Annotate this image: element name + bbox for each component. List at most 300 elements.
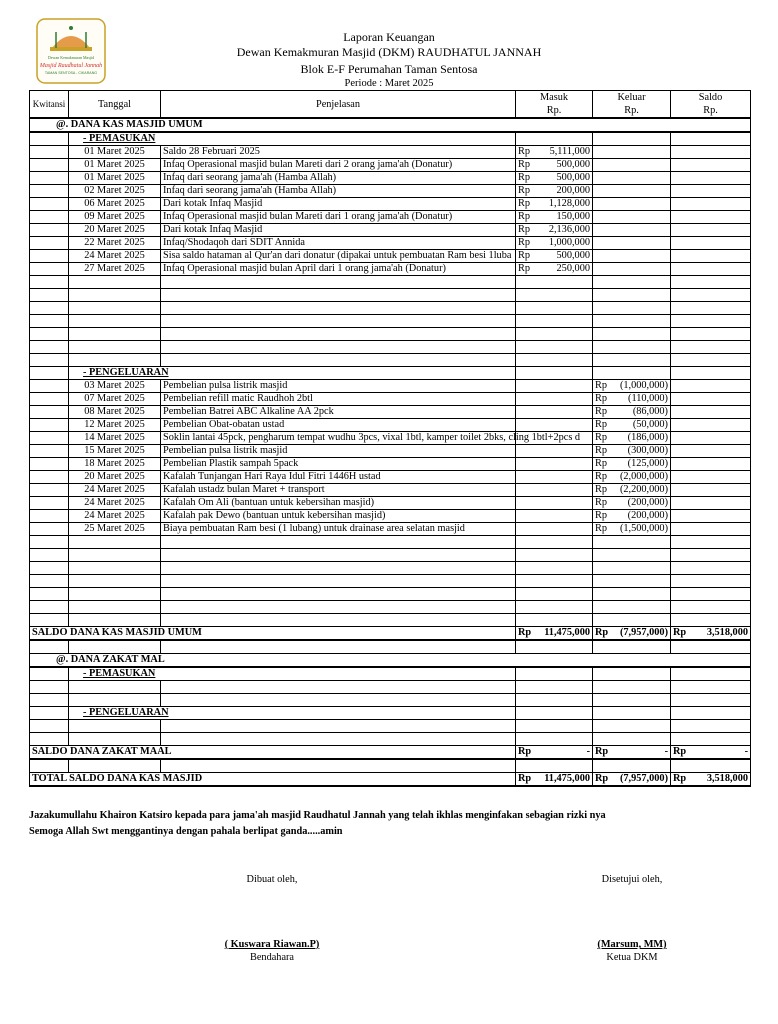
empty-cell xyxy=(69,549,161,562)
empty-cell xyxy=(69,354,161,367)
date-cell: 22 Maret 2025 xyxy=(69,237,161,250)
amount-value: 11,475,000 xyxy=(544,627,590,638)
pengeluaran-header xyxy=(30,367,751,380)
empty-cell xyxy=(161,315,516,328)
currency-label: Rp xyxy=(673,773,687,784)
empty-cell xyxy=(516,302,593,315)
empty-cell xyxy=(69,640,161,654)
report-period: Periode : Maret 2025 xyxy=(344,78,434,89)
signature-right xyxy=(552,873,712,964)
amount-value: 200,000 xyxy=(556,185,590,196)
keluar-cell xyxy=(593,523,671,536)
total-masuk xyxy=(516,746,593,760)
currency-label: Rp xyxy=(595,746,609,757)
empty-cell xyxy=(69,733,161,746)
blank-row xyxy=(30,289,751,302)
empty-cell xyxy=(30,588,69,601)
saldo-cell xyxy=(671,523,751,536)
date-cell: 20 Maret 2025 xyxy=(69,471,161,484)
description-cell: Pembelian pulsa listrik masjid xyxy=(161,380,516,393)
keluar-cell xyxy=(593,263,671,276)
kwitansi-cell xyxy=(30,237,69,250)
empty-cell xyxy=(593,720,671,733)
table-row xyxy=(30,237,751,250)
currency-label: Rp xyxy=(595,406,608,417)
empty-cell xyxy=(30,720,69,733)
keluar-cell xyxy=(593,484,671,497)
empty-cell xyxy=(516,536,593,549)
empty-cell xyxy=(69,601,161,614)
saldo-cell xyxy=(671,406,751,419)
masuk-cell xyxy=(516,406,593,419)
kwitansi-cell xyxy=(30,250,69,263)
keluar-cell xyxy=(593,380,671,393)
date-cell: 07 Maret 2025 xyxy=(69,393,161,406)
empty-cell xyxy=(161,549,516,562)
description-cell: Soklin lantai 45pck, pengharum tempat wudhu 3pcs, vixal 1btl, kamper toilet 2bks, cling 1btl+2pcs d xyxy=(161,432,516,445)
table-row xyxy=(30,263,751,276)
empty-cell xyxy=(69,614,161,627)
empty-cell xyxy=(30,315,69,328)
blank-row xyxy=(30,328,751,341)
section-dana-kas-umum xyxy=(30,118,751,132)
amount-value: (2,000,000) xyxy=(619,471,668,482)
keluar-cell xyxy=(593,458,671,471)
amount-value: 3,518,000 xyxy=(706,773,748,784)
empty-cell xyxy=(671,536,751,549)
zakat-pemasukan-header-label: - PEMASUKAN xyxy=(69,667,516,681)
table-row xyxy=(30,172,751,185)
amount-value: 150,000 xyxy=(556,211,590,222)
saldo-cell xyxy=(671,510,751,523)
masuk-cell xyxy=(516,172,593,185)
empty-cell xyxy=(671,694,751,707)
signature-right-caption: Disetujui oleh, xyxy=(601,874,663,885)
amount-value: (50,000) xyxy=(632,419,668,430)
empty-cell xyxy=(516,562,593,575)
empty-cell xyxy=(69,302,161,315)
signature-right-name: (Marsum, MM) xyxy=(597,939,667,950)
saldo-cell xyxy=(671,146,751,159)
description-cell: Infaq dari seorang jama'ah (Hamba Allah) xyxy=(161,172,516,185)
keluar-cell xyxy=(593,445,671,458)
saldo-cell xyxy=(671,263,751,276)
date-cell: 01 Maret 2025 xyxy=(69,172,161,185)
keluar-cell xyxy=(593,393,671,406)
masuk-cell xyxy=(516,211,593,224)
table-row xyxy=(30,510,751,523)
empty-cell xyxy=(671,328,751,341)
masuk-cell xyxy=(516,523,593,536)
keluar-cell xyxy=(593,419,671,432)
keluar-cell xyxy=(593,237,671,250)
empty-cell xyxy=(161,733,516,746)
amount-value: (200,000) xyxy=(627,510,668,521)
empty-cell xyxy=(516,276,593,289)
col-keluar-unit: Rp. xyxy=(624,105,639,116)
signature-left-role: Bendahara xyxy=(249,952,295,963)
total-masuk xyxy=(516,773,593,787)
empty-cell xyxy=(161,354,516,367)
empty-cell xyxy=(516,681,593,694)
empty-cell xyxy=(69,315,161,328)
blank-row xyxy=(30,549,751,562)
date-cell: 20 Maret 2025 xyxy=(69,224,161,237)
table-row xyxy=(30,497,751,510)
col-kwitansi: Kwitansi xyxy=(30,91,69,119)
empty-cell xyxy=(69,588,161,601)
closing-message xyxy=(29,808,606,840)
blank-row xyxy=(30,354,751,367)
kwitansi-cell xyxy=(30,185,69,198)
saldo-umum-row-label: SALDO DANA KAS MASJID UMUM xyxy=(30,627,516,641)
amount-value: (1,000,000) xyxy=(619,380,668,391)
description-cell: Kafalah Tunjangan Hari Raya Idul Fitri 1446H ustad xyxy=(161,471,516,484)
empty-cell xyxy=(69,276,161,289)
saldo-cell xyxy=(671,471,751,484)
description-cell: Infaq Operasional masjid bulan Mareti dari 2 orang jama'ah (Donatur) xyxy=(161,159,516,172)
table-row xyxy=(30,471,751,484)
amount-value: (2,200,000) xyxy=(619,484,668,495)
empty-cell xyxy=(516,549,593,562)
empty-cell xyxy=(161,694,516,707)
empty-cell xyxy=(161,302,516,315)
currency-label: Rp xyxy=(673,627,687,638)
blank-row xyxy=(30,694,751,707)
date-cell: 03 Maret 2025 xyxy=(69,380,161,393)
zakat-pemasukan-header xyxy=(30,667,751,681)
total-saldo xyxy=(671,746,751,760)
empty-cell xyxy=(593,575,671,588)
currency-label: Rp xyxy=(595,419,608,430)
blank-row xyxy=(30,733,751,746)
kwitansi-cell xyxy=(30,445,69,458)
masuk-cell xyxy=(516,380,593,393)
empty-cell xyxy=(671,549,751,562)
description-cell: Infaq Operasional masjid bulan Mareti dari 1 orang jama'ah (Donatur) xyxy=(161,211,516,224)
saldo-cell xyxy=(671,159,751,172)
logo-line-2: Masjid Raudhatul Jannah xyxy=(39,63,103,69)
description-cell: Biaya pembuatan Ram besi (1 lubang) untuk drainase area selatan masjid xyxy=(161,523,516,536)
masuk-cell xyxy=(516,146,593,159)
saldo-cell xyxy=(671,432,751,445)
section-dana-zakat-label: @. DANA ZAKAT MAL xyxy=(30,654,751,668)
kwitansi-cell xyxy=(30,484,69,497)
empty-cell xyxy=(593,707,671,720)
empty-cell xyxy=(161,720,516,733)
date-cell: 25 Maret 2025 xyxy=(69,523,161,536)
table-row xyxy=(30,523,751,536)
saldo-cell xyxy=(671,185,751,198)
empty-cell xyxy=(593,328,671,341)
date-cell: 06 Maret 2025 xyxy=(69,198,161,211)
empty-cell xyxy=(671,367,751,380)
amount-value: - xyxy=(586,746,590,757)
saldo-cell xyxy=(671,419,751,432)
kwitansi-cell xyxy=(30,523,69,536)
empty-cell xyxy=(671,562,751,575)
empty-cell xyxy=(30,302,69,315)
description-cell: Infaq dari seorang jama'ah (Hamba Allah) xyxy=(161,185,516,198)
empty-cell xyxy=(593,354,671,367)
description-cell: Pembelian Obat-obatan ustad xyxy=(161,419,516,432)
kwitansi-cell xyxy=(30,159,69,172)
blank-row xyxy=(30,302,751,315)
empty-cell xyxy=(69,681,161,694)
description-cell: Infaq Operasional masjid bulan April dari 1 orang jama'ah (Donatur) xyxy=(161,263,516,276)
empty-cell xyxy=(30,549,69,562)
amount-value: (125,000) xyxy=(627,458,668,469)
empty-cell xyxy=(516,315,593,328)
currency-label: Rp xyxy=(518,224,531,235)
kwitansi-cell xyxy=(30,419,69,432)
empty-cell xyxy=(671,614,751,627)
blank-row xyxy=(30,575,751,588)
date-cell: 27 Maret 2025 xyxy=(69,263,161,276)
empty-cell xyxy=(69,536,161,549)
empty-cell xyxy=(30,667,69,681)
section-dana-zakat xyxy=(30,654,751,668)
currency-label: Rp xyxy=(595,471,608,482)
ledger-table xyxy=(29,90,751,787)
amount-value: 1,128,000 xyxy=(548,198,590,209)
signature-left-name: ( Kuswara Riawan.P) xyxy=(224,939,320,950)
description-cell: Pembelian refill matic Raudhoh 2btl xyxy=(161,393,516,406)
amount-value: 11,475,000 xyxy=(544,773,590,784)
empty-cell xyxy=(30,733,69,746)
blank-row xyxy=(30,315,751,328)
currency-label: Rp xyxy=(518,159,531,170)
empty-cell xyxy=(516,575,593,588)
empty-cell xyxy=(516,132,593,146)
empty-cell xyxy=(593,733,671,746)
masuk-cell xyxy=(516,419,593,432)
table-row xyxy=(30,159,751,172)
date-cell: 08 Maret 2025 xyxy=(69,406,161,419)
masuk-cell xyxy=(516,484,593,497)
empty-cell xyxy=(671,315,751,328)
amount-value: 500,000 xyxy=(556,250,590,261)
empty-cell xyxy=(516,720,593,733)
empty-cell xyxy=(593,289,671,302)
amount-value: 1,000,000 xyxy=(548,237,590,248)
currency-label: Rp xyxy=(595,497,608,508)
kwitansi-cell xyxy=(30,146,69,159)
closing-line-2: Semoga Allah Swt menggantinya dengan pahala berlipat ganda.....amin xyxy=(29,826,343,837)
empty-cell xyxy=(593,640,671,654)
empty-cell xyxy=(161,640,516,654)
signature-right-role: Ketua DKM xyxy=(606,952,658,963)
empty-cell xyxy=(30,132,69,146)
date-cell: 12 Maret 2025 xyxy=(69,419,161,432)
amount-value: 5,111,000 xyxy=(549,146,590,157)
empty-cell xyxy=(161,341,516,354)
empty-cell xyxy=(30,601,69,614)
currency-label: Rp xyxy=(518,773,532,784)
blank-row xyxy=(30,640,751,654)
kwitansi-cell xyxy=(30,224,69,237)
total-saldo xyxy=(671,773,751,787)
empty-cell xyxy=(516,614,593,627)
keluar-cell xyxy=(593,159,671,172)
masuk-cell xyxy=(516,185,593,198)
empty-cell xyxy=(69,562,161,575)
empty-cell xyxy=(69,720,161,733)
date-cell: 24 Maret 2025 xyxy=(69,510,161,523)
empty-cell xyxy=(30,367,69,380)
empty-cell xyxy=(593,562,671,575)
table-row xyxy=(30,432,751,445)
pemasukan-header-label: - PEMASUKAN xyxy=(69,132,516,146)
currency-label: Rp xyxy=(595,627,609,638)
description-cell: Pembelian Batrei ABC Alkaline AA 2pck xyxy=(161,406,516,419)
saldo-umum-row xyxy=(30,627,751,641)
amount-value: (300,000) xyxy=(627,445,668,456)
empty-cell xyxy=(593,614,671,627)
currency-label: Rp xyxy=(518,250,531,261)
saldo-cell xyxy=(671,497,751,510)
total-keluar xyxy=(593,773,671,787)
saldo-cell xyxy=(671,445,751,458)
kwitansi-cell xyxy=(30,380,69,393)
amount-value: (110,000) xyxy=(628,393,668,404)
zakat-pengeluaran-header xyxy=(30,707,751,720)
masuk-cell xyxy=(516,263,593,276)
empty-cell xyxy=(30,328,69,341)
table-row xyxy=(30,185,751,198)
empty-cell xyxy=(671,720,751,733)
blank-row xyxy=(30,562,751,575)
total-saldo-row-label: TOTAL SALDO DANA KAS MASJID xyxy=(30,773,516,787)
empty-cell xyxy=(30,694,69,707)
saldo-cell xyxy=(671,380,751,393)
currency-label: Rp xyxy=(595,523,608,534)
currency-label: Rp xyxy=(595,380,608,391)
table-row xyxy=(30,393,751,406)
amount-value: (186,000) xyxy=(627,432,668,443)
empty-cell xyxy=(593,588,671,601)
currency-label: Rp xyxy=(518,237,531,248)
empty-cell xyxy=(516,601,593,614)
empty-cell xyxy=(69,289,161,302)
kwitansi-cell xyxy=(30,406,69,419)
saldo-cell xyxy=(671,484,751,497)
description-cell: Dari kotak Infaq Masjid xyxy=(161,198,516,211)
currency-label: Rp xyxy=(518,211,531,222)
currency-label: Rp xyxy=(673,746,687,757)
description-cell: Saldo 28 Februari 2025 xyxy=(161,146,516,159)
empty-cell xyxy=(671,707,751,720)
table-row xyxy=(30,250,751,263)
empty-cell xyxy=(516,341,593,354)
empty-cell xyxy=(30,536,69,549)
blank-row xyxy=(30,341,751,354)
col-saldo-label: Saldo xyxy=(698,92,723,103)
amount-value: (200,000) xyxy=(627,497,668,508)
masuk-cell xyxy=(516,198,593,211)
empty-cell xyxy=(516,733,593,746)
empty-cell xyxy=(516,367,593,380)
empty-cell xyxy=(593,132,671,146)
amount-value: 3,518,000 xyxy=(706,627,748,638)
empty-cell xyxy=(30,759,69,773)
signature-left-caption: Dibuat oleh, xyxy=(246,874,298,885)
empty-cell xyxy=(161,289,516,302)
closing-line-1: Jazakumullahu Khairon Katsiro kepada para jama'ah masjid Raudhatul Jannah yang telah ikhlas menginfakan sebagian rizki nya xyxy=(29,810,606,821)
section-dana-kas-umum-label: @. DANA KAS MASJID UMUM xyxy=(30,118,751,132)
table-row xyxy=(30,484,751,497)
empty-cell xyxy=(30,562,69,575)
date-cell: 02 Maret 2025 xyxy=(69,185,161,198)
amount-value: 500,000 xyxy=(556,159,590,170)
empty-cell xyxy=(671,667,751,681)
logo-line-1: Dewan Kemakmuran Masjid xyxy=(47,55,95,60)
blank-row xyxy=(30,759,751,773)
table-row xyxy=(30,380,751,393)
saldo-cell xyxy=(671,172,751,185)
amount-value: (7,957,000) xyxy=(619,627,668,638)
keluar-cell xyxy=(593,185,671,198)
empty-cell xyxy=(69,759,161,773)
saldo-zakat-row xyxy=(30,746,751,760)
empty-cell xyxy=(30,289,69,302)
empty-cell xyxy=(671,640,751,654)
empty-cell xyxy=(516,694,593,707)
empty-cell xyxy=(593,681,671,694)
empty-cell xyxy=(593,536,671,549)
saldo-cell xyxy=(671,237,751,250)
currency-label: Rp xyxy=(518,627,532,638)
empty-cell xyxy=(161,588,516,601)
currency-label: Rp xyxy=(518,185,531,196)
col-penjelasan: Penjelasan xyxy=(161,91,516,119)
masuk-cell xyxy=(516,224,593,237)
saldo-cell xyxy=(671,458,751,471)
empty-cell xyxy=(30,707,69,720)
empty-cell xyxy=(671,759,751,773)
keluar-cell xyxy=(593,211,671,224)
keluar-cell xyxy=(593,146,671,159)
kwitansi-cell xyxy=(30,198,69,211)
total-keluar xyxy=(593,746,671,760)
empty-cell xyxy=(593,759,671,773)
masuk-cell xyxy=(516,250,593,263)
empty-cell xyxy=(671,276,751,289)
empty-cell xyxy=(69,328,161,341)
keluar-cell xyxy=(593,224,671,237)
empty-cell xyxy=(161,276,516,289)
blank-row xyxy=(30,276,751,289)
empty-cell xyxy=(161,536,516,549)
pengeluaran-header-label: - PENGELUARAN xyxy=(69,367,516,380)
empty-cell xyxy=(69,341,161,354)
date-cell: 09 Maret 2025 xyxy=(69,211,161,224)
kwitansi-cell xyxy=(30,497,69,510)
keluar-cell xyxy=(593,471,671,484)
empty-cell xyxy=(671,132,751,146)
kwitansi-cell xyxy=(30,471,69,484)
empty-cell xyxy=(161,328,516,341)
masuk-cell xyxy=(516,159,593,172)
keluar-cell xyxy=(593,406,671,419)
col-masuk-label: Masuk xyxy=(539,92,569,103)
table-row xyxy=(30,224,751,237)
description-cell: Dari kotak Infaq Masjid xyxy=(161,224,516,237)
blank-row xyxy=(30,601,751,614)
empty-cell xyxy=(671,588,751,601)
empty-cell xyxy=(671,341,751,354)
logo-line-3: TAMAN SENTOSA - CIKARANG xyxy=(44,71,98,75)
